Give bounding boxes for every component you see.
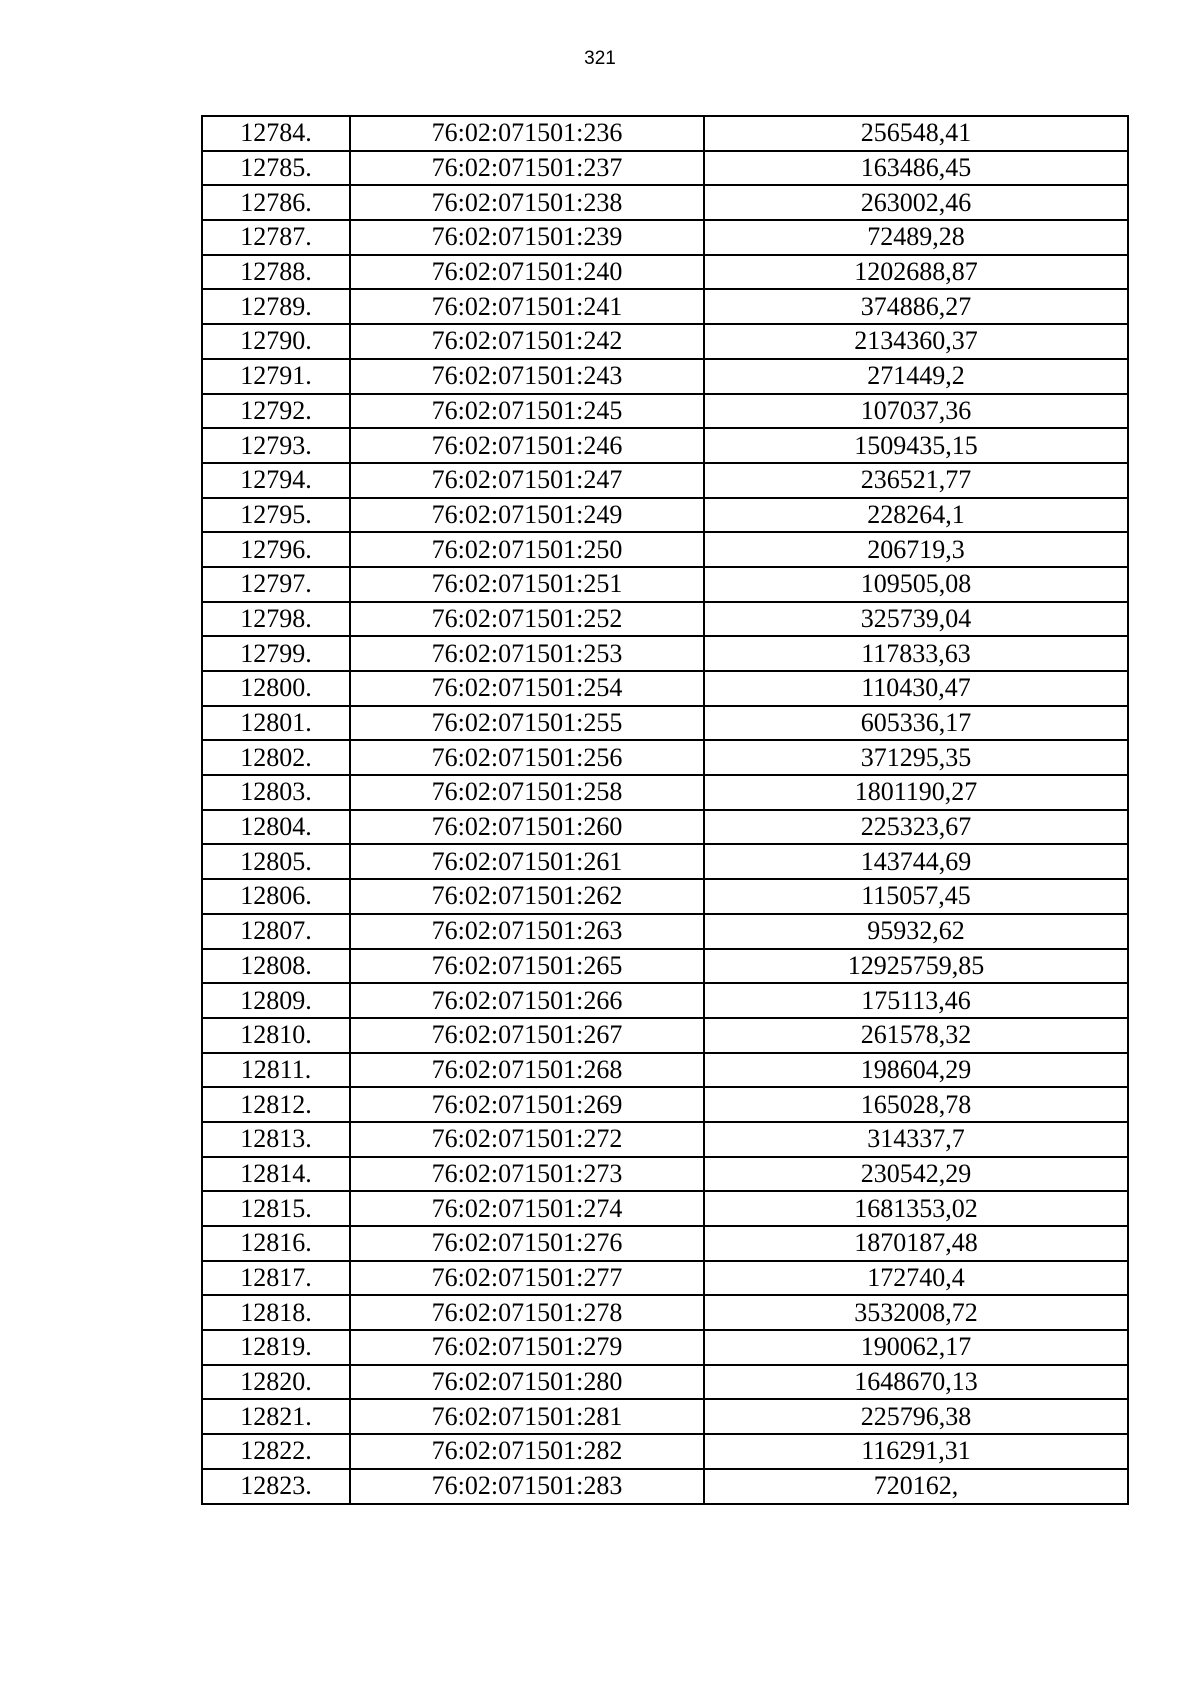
cadastral-number-cell: 76:02:071501:239 bbox=[350, 220, 704, 255]
row-number-cell: 12808. bbox=[202, 949, 350, 984]
value-cell: 325739,04 bbox=[704, 602, 1128, 637]
table-row bbox=[202, 844, 1128, 879]
value-cell: 95932,62 bbox=[704, 914, 1128, 949]
row-number-cell: 12821. bbox=[202, 1399, 350, 1434]
value-cell: 72489,28 bbox=[704, 220, 1128, 255]
table-row bbox=[202, 1434, 1128, 1469]
table-row bbox=[202, 775, 1128, 810]
table-row bbox=[202, 498, 1128, 533]
cadastral-number-cell: 76:02:071501:253 bbox=[350, 636, 704, 671]
table-row bbox=[202, 810, 1128, 845]
table-row bbox=[202, 1191, 1128, 1226]
value-cell: 271449,2 bbox=[704, 359, 1128, 394]
cadastral-number-cell: 76:02:071501:251 bbox=[350, 567, 704, 602]
row-number-cell: 12818. bbox=[202, 1295, 350, 1330]
value-cell: 107037,36 bbox=[704, 394, 1128, 429]
cadastral-number-cell: 76:02:071501:262 bbox=[350, 879, 704, 914]
row-number-cell: 12791. bbox=[202, 359, 350, 394]
page-number: 321 bbox=[584, 48, 616, 69]
row-number-cell: 12809. bbox=[202, 983, 350, 1018]
row-number-cell: 12800. bbox=[202, 671, 350, 706]
table-row bbox=[202, 636, 1128, 671]
cadastral-number-cell: 76:02:071501:241 bbox=[350, 289, 704, 324]
table-row bbox=[202, 394, 1128, 429]
table-row bbox=[202, 116, 1128, 151]
value-cell: 110430,47 bbox=[704, 671, 1128, 706]
value-cell: 230542,29 bbox=[704, 1157, 1128, 1192]
cadastral-number-cell: 76:02:071501:274 bbox=[350, 1191, 704, 1226]
row-number-cell: 12788. bbox=[202, 255, 350, 290]
value-cell: 190062,17 bbox=[704, 1330, 1128, 1365]
table-row bbox=[202, 1087, 1128, 1122]
value-cell: 12925759,85 bbox=[704, 949, 1128, 984]
row-number-cell: 12820. bbox=[202, 1365, 350, 1400]
row-number-cell: 12801. bbox=[202, 706, 350, 741]
table-row bbox=[202, 567, 1128, 602]
table-row bbox=[202, 289, 1128, 324]
table-row bbox=[202, 706, 1128, 741]
cadastral-number-cell: 76:02:071501:280 bbox=[350, 1365, 704, 1400]
value-cell: 117833,63 bbox=[704, 636, 1128, 671]
cadastral-number-cell: 76:02:071501:269 bbox=[350, 1087, 704, 1122]
row-number-cell: 12816. bbox=[202, 1226, 350, 1261]
value-cell: 256548,41 bbox=[704, 116, 1128, 151]
table-row bbox=[202, 532, 1128, 567]
value-cell: 225323,67 bbox=[704, 810, 1128, 845]
table-row bbox=[202, 879, 1128, 914]
table-row bbox=[202, 359, 1128, 394]
row-number-cell: 12786. bbox=[202, 185, 350, 220]
value-cell: 143744,69 bbox=[704, 844, 1128, 879]
row-number-cell: 12811. bbox=[202, 1053, 350, 1088]
value-cell: 109505,08 bbox=[704, 567, 1128, 602]
row-number-cell: 12795. bbox=[202, 498, 350, 533]
row-number-cell: 12797. bbox=[202, 567, 350, 602]
value-cell: 1681353,02 bbox=[704, 1191, 1128, 1226]
row-number-cell: 12823. bbox=[202, 1469, 350, 1504]
cadastral-number-cell: 76:02:071501:258 bbox=[350, 775, 704, 810]
value-cell: 2134360,37 bbox=[704, 324, 1128, 359]
row-number-cell: 12802. bbox=[202, 740, 350, 775]
row-number-cell: 12798. bbox=[202, 602, 350, 637]
value-cell: 206719,3 bbox=[704, 532, 1128, 567]
value-cell: 225796,38 bbox=[704, 1399, 1128, 1434]
table-row bbox=[202, 1226, 1128, 1261]
row-number-cell: 12792. bbox=[202, 394, 350, 429]
row-number-cell: 12815. bbox=[202, 1191, 350, 1226]
cadastral-number-cell: 76:02:071501:261 bbox=[350, 844, 704, 879]
value-cell: 1648670,13 bbox=[704, 1365, 1128, 1400]
row-number-cell: 12822. bbox=[202, 1434, 350, 1469]
cadastral-number-cell: 76:02:071501:240 bbox=[350, 255, 704, 290]
value-cell: 175113,46 bbox=[704, 983, 1128, 1018]
cadastral-number-cell: 76:02:071501:238 bbox=[350, 185, 704, 220]
table-row bbox=[202, 1122, 1128, 1157]
cadastral-number-cell: 76:02:071501:255 bbox=[350, 706, 704, 741]
cadastral-number-cell: 76:02:071501:243 bbox=[350, 359, 704, 394]
table-row bbox=[202, 220, 1128, 255]
cadastral-number-cell: 76:02:071501:278 bbox=[350, 1295, 704, 1330]
row-number-cell: 12787. bbox=[202, 220, 350, 255]
cadastral-number-cell: 76:02:071501:237 bbox=[350, 151, 704, 186]
cadastral-number-cell: 76:02:071501:236 bbox=[350, 116, 704, 151]
table-row bbox=[202, 1157, 1128, 1192]
row-number-cell: 12812. bbox=[202, 1087, 350, 1122]
cadastral-number-cell: 76:02:071501:263 bbox=[350, 914, 704, 949]
table-row bbox=[202, 602, 1128, 637]
value-cell: 115057,45 bbox=[704, 879, 1128, 914]
row-number-cell: 12789. bbox=[202, 289, 350, 324]
table-row bbox=[202, 255, 1128, 290]
value-cell: 1801190,27 bbox=[704, 775, 1128, 810]
table-row bbox=[202, 463, 1128, 498]
cadastral-number-cell: 76:02:071501:260 bbox=[350, 810, 704, 845]
value-cell: 198604,29 bbox=[704, 1053, 1128, 1088]
value-cell: 228264,1 bbox=[704, 498, 1128, 533]
value-cell: 314337,7 bbox=[704, 1122, 1128, 1157]
table-row bbox=[202, 428, 1128, 463]
value-cell: 1870187,48 bbox=[704, 1226, 1128, 1261]
value-cell: 1509435,15 bbox=[704, 428, 1128, 463]
table-row bbox=[202, 1469, 1128, 1504]
cadastral-number-cell: 76:02:071501:246 bbox=[350, 428, 704, 463]
table-row bbox=[202, 671, 1128, 706]
row-number-cell: 12803. bbox=[202, 775, 350, 810]
row-number-cell: 12799. bbox=[202, 636, 350, 671]
row-number-cell: 12813. bbox=[202, 1122, 350, 1157]
row-number-cell: 12819. bbox=[202, 1330, 350, 1365]
table-row bbox=[202, 1018, 1128, 1053]
value-cell: 605336,17 bbox=[704, 706, 1128, 741]
cadastral-number-cell: 76:02:071501:282 bbox=[350, 1434, 704, 1469]
cadastral-number-cell: 76:02:071501:242 bbox=[350, 324, 704, 359]
table-row bbox=[202, 324, 1128, 359]
value-cell: 1202688,87 bbox=[704, 255, 1128, 290]
table-row bbox=[202, 983, 1128, 1018]
cadastral-number-cell: 76:02:071501:249 bbox=[350, 498, 704, 533]
cadastral-number-cell: 76:02:071501:268 bbox=[350, 1053, 704, 1088]
row-number-cell: 12810. bbox=[202, 1018, 350, 1053]
value-cell: 116291,31 bbox=[704, 1434, 1128, 1469]
row-number-cell: 12804. bbox=[202, 810, 350, 845]
cadastral-number-cell: 76:02:071501:254 bbox=[350, 671, 704, 706]
value-cell: 720162, bbox=[704, 1469, 1128, 1504]
table-body bbox=[202, 116, 1128, 1504]
cadastral-number-cell: 76:02:071501:247 bbox=[350, 463, 704, 498]
cadastral-number-cell: 76:02:071501:250 bbox=[350, 532, 704, 567]
value-cell: 172740,4 bbox=[704, 1261, 1128, 1296]
table-row bbox=[202, 1399, 1128, 1434]
cadastral-number-cell: 76:02:071501:245 bbox=[350, 394, 704, 429]
cadastral-number-cell: 76:02:071501:267 bbox=[350, 1018, 704, 1053]
cadastral-number-cell: 76:02:071501:252 bbox=[350, 602, 704, 637]
table-row bbox=[202, 151, 1128, 186]
table-row bbox=[202, 185, 1128, 220]
table-row bbox=[202, 949, 1128, 984]
cadastral-number-cell: 76:02:071501:277 bbox=[350, 1261, 704, 1296]
row-number-cell: 12805. bbox=[202, 844, 350, 879]
table-row bbox=[202, 1330, 1128, 1365]
value-cell: 374886,27 bbox=[704, 289, 1128, 324]
row-number-cell: 12784. bbox=[202, 116, 350, 151]
table-row bbox=[202, 1295, 1128, 1330]
row-number-cell: 12785. bbox=[202, 151, 350, 186]
row-number-cell: 12814. bbox=[202, 1157, 350, 1192]
cadastral-number-cell: 76:02:071501:283 bbox=[350, 1469, 704, 1504]
cadastral-number-cell: 76:02:071501:281 bbox=[350, 1399, 704, 1434]
row-number-cell: 12817. bbox=[202, 1261, 350, 1296]
row-number-cell: 12794. bbox=[202, 463, 350, 498]
row-number-cell: 12790. bbox=[202, 324, 350, 359]
parcel-table bbox=[201, 115, 1129, 1505]
table-row bbox=[202, 1053, 1128, 1088]
cadastral-number-cell: 76:02:071501:273 bbox=[350, 1157, 704, 1192]
cadastral-number-cell: 76:02:071501:272 bbox=[350, 1122, 704, 1157]
row-number-cell: 12793. bbox=[202, 428, 350, 463]
table-row bbox=[202, 914, 1128, 949]
value-cell: 236521,77 bbox=[704, 463, 1128, 498]
value-cell: 163486,45 bbox=[704, 151, 1128, 186]
cadastral-number-cell: 76:02:071501:279 bbox=[350, 1330, 704, 1365]
value-cell: 261578,32 bbox=[704, 1018, 1128, 1053]
cadastral-number-cell: 76:02:071501:276 bbox=[350, 1226, 704, 1261]
cadastral-number-cell: 76:02:071501:266 bbox=[350, 983, 704, 1018]
value-cell: 165028,78 bbox=[704, 1087, 1128, 1122]
row-number-cell: 12807. bbox=[202, 914, 350, 949]
cadastral-number-cell: 76:02:071501:256 bbox=[350, 740, 704, 775]
table-row bbox=[202, 1365, 1128, 1400]
row-number-cell: 12806. bbox=[202, 879, 350, 914]
value-cell: 371295,35 bbox=[704, 740, 1128, 775]
value-cell: 3532008,72 bbox=[704, 1295, 1128, 1330]
table-row bbox=[202, 1261, 1128, 1296]
row-number-cell: 12796. bbox=[202, 532, 350, 567]
cadastral-number-cell: 76:02:071501:265 bbox=[350, 949, 704, 984]
table-row bbox=[202, 740, 1128, 775]
value-cell: 263002,46 bbox=[704, 185, 1128, 220]
